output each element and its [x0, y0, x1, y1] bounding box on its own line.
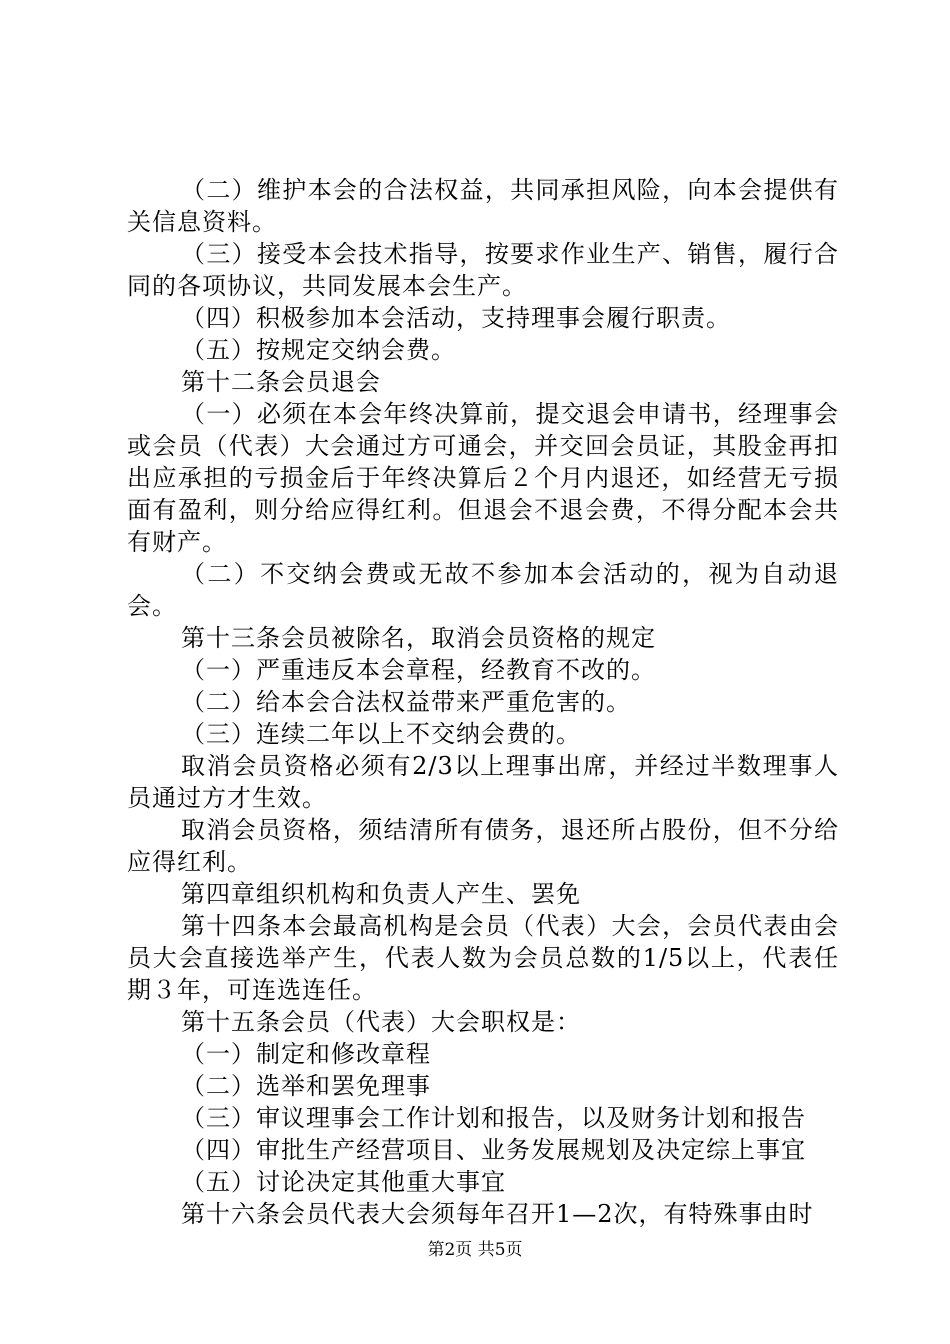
paragraph: （四）积极参加本会活动，支持理事会履行职责。: [181, 304, 731, 332]
paragraph: （三）连续二年以上不交纳会费的。: [181, 720, 581, 748]
paragraph: （四）审批生产经营项目、业务发展规划及决定综上事宜: [181, 1136, 806, 1164]
paragraph: （二）不交纳会费或无故不参加本会活动的，视为自动退会。: [127, 560, 839, 620]
paragraph: （一）制定和修改章程: [181, 1040, 431, 1068]
article-heading: 第十四条本会最高机构是会员（代表）大会，会员代表由会员大会直接选举产生，代表人数为会员总数的1/5以上，代表任期３年，可连选连任。: [127, 912, 839, 1004]
paragraph: 取消会员资格必须有2/3以上理事出席，并经过半数理事人员通过方才生效。: [127, 752, 839, 812]
paragraph: （二）给本会合法权益带来严重危害的。: [181, 688, 631, 716]
paragraph: （二）选举和罢免理事: [181, 1072, 431, 1100]
paragraph: （五）按规定交纳会费。: [181, 336, 456, 364]
paragraph: （一）必须在本会年终决算前，提交退会申请书，经理事会或会员（代表）大会通过方可通会，并交回会员证，其股金再扣出应承担的亏损金后于年终决算后２个月内退还，如经营无亏损面有盈利，则分给应得红利。但退会不退会费，不得分配本会共有财产。: [127, 400, 839, 556]
paragraph: 取消会员资格，须结清所有债务，退还所占股份，但不分给应得红利。: [127, 816, 839, 876]
article-heading: 第十三条会员被除名，取消会员资格的规定: [181, 624, 656, 652]
paragraph: （三）审议理事会工作计划和报告，以及财务计划和报告: [181, 1104, 806, 1132]
paragraph: （三）接受本会技术指导，按要求作业生产、销售，履行合同的各项协议，共同发展本会生产。: [127, 240, 839, 300]
document-body: [127, 174, 839, 1230]
paragraph: （五）讨论决定其他重大事宜: [181, 1168, 506, 1196]
page-number-footer: 第2页 共5页: [427, 1240, 523, 1260]
article-heading: 第十六条会员代表大会须每年召开1—2次，有特殊事由时: [181, 1200, 814, 1228]
article-heading: 第十五条会员（代表）大会职权是：: [181, 1008, 581, 1036]
paragraph: （二）维护本会的合法权益，共同承担风险，向本会提供有关信息资料。: [127, 176, 839, 236]
paragraph: （一）严重违反本会章程，经教育不改的。: [181, 656, 656, 684]
chapter-heading: 第四章组织机构和负责人产生、罢免: [181, 880, 581, 908]
article-heading: 第十二条会员退会: [181, 368, 381, 396]
